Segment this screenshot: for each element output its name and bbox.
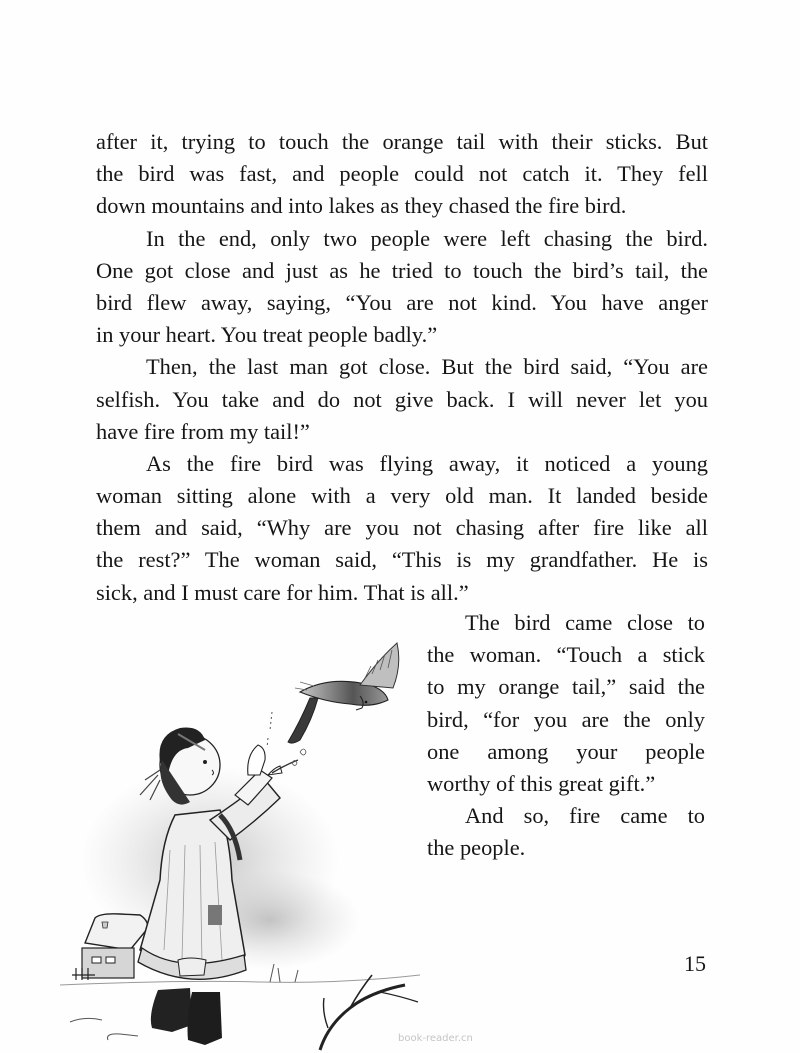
text-line: down mountains and into lakes as they chased the fire bird. bbox=[96, 193, 627, 219]
text-line: woman sitting alone with a very old man. It landed beside bbox=[96, 483, 708, 509]
watermark: book-reader.cn bbox=[398, 1033, 473, 1044]
text-line: the bird was fast, and people could not catch it. They fell bbox=[96, 161, 708, 187]
text-line: As the fire bird was flying away, it noticed a young bbox=[146, 450, 708, 476]
text-line: them and said, “Why are you not chasing after fire like all bbox=[96, 515, 708, 541]
text-line: selfish. You take and do not give back. I will never let you bbox=[96, 386, 708, 412]
text-line: The bird came close to bbox=[465, 610, 705, 635]
text-line: after it, trying to touch the orange tail with their sticks. But bbox=[96, 129, 708, 154]
text-line: Then, the last man got close. But the bird said, “You are bbox=[146, 354, 708, 380]
page-number: 15 bbox=[684, 951, 706, 976]
bird-icon bbox=[288, 643, 399, 743]
text-line: bird, “for you are the only bbox=[427, 706, 705, 732]
text-line: the woman. “Touch a stick bbox=[427, 642, 705, 668]
text-line: One got close and just as he tried to touch the bird’s tail, the bbox=[96, 257, 708, 283]
side-text bbox=[427, 607, 705, 865]
illustration bbox=[60, 630, 420, 1053]
text-line: the rest?” The woman said, “This is my grandfather. He is bbox=[96, 547, 708, 573]
text-line: sick, and I must care for him. That is all.” bbox=[96, 579, 469, 605]
text-line: in your heart. You treat people badly.” bbox=[96, 322, 438, 348]
text-line: And so, fire came to bbox=[465, 803, 705, 829]
main-text bbox=[96, 126, 708, 609]
text-line: one among your people bbox=[427, 738, 705, 764]
text-line: have fire from my tail!” bbox=[96, 418, 310, 444]
text-line: bird flew away, saying, “You are not kind. You have anger bbox=[96, 289, 708, 315]
text-line: worthy of this great gift.” bbox=[427, 770, 656, 796]
bare-tree-icon bbox=[270, 964, 418, 1050]
text-line: the people. bbox=[427, 835, 526, 861]
text-line: In the end, only two people were left chasing the bird. bbox=[146, 225, 708, 251]
house-icon bbox=[72, 914, 148, 980]
text-line: to my orange tail,” said the bbox=[427, 674, 705, 700]
